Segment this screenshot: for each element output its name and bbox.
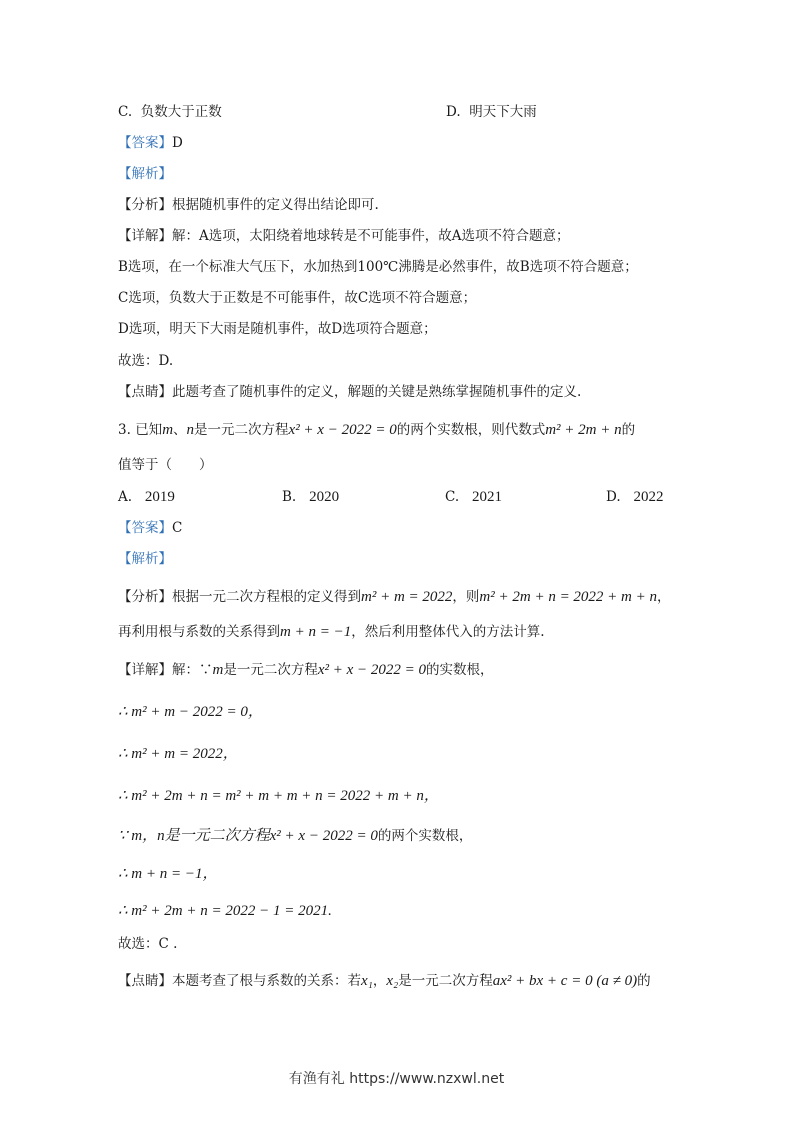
x2: x₂ bbox=[386, 973, 399, 989]
q2-xiangjie-line1 bbox=[118, 226, 683, 246]
footer-watermark: 有渔有礼 https://www.nzxwl.net bbox=[288, 1071, 505, 1087]
dianjing-text-b: 是一元二次方程 bbox=[398, 973, 493, 989]
q2-options-row bbox=[118, 102, 683, 122]
q2-dianjing bbox=[118, 382, 683, 402]
fenxi-text-e: ，然后利用整体代入的方法计算. bbox=[351, 624, 545, 640]
q3-step2: ∴ m² + m = 2022， bbox=[118, 746, 238, 762]
q3-option-b bbox=[282, 487, 339, 507]
q3-option-c bbox=[445, 487, 502, 507]
q3-number: 3. bbox=[118, 422, 131, 438]
var-n: n bbox=[186, 422, 195, 438]
q3-step4 bbox=[118, 826, 683, 846]
q2-xiangjie-line2: B选项，在一个标准大气压下，水加热到100℃沸腾是必然事件，故B选项不符合题意； bbox=[118, 259, 638, 275]
q3-sep: 、 bbox=[173, 422, 187, 438]
fenxi-text-c: ， bbox=[657, 589, 671, 605]
q2-analysis-heading bbox=[118, 164, 683, 184]
q3-options-row bbox=[118, 487, 683, 509]
option-value: 2022 bbox=[633, 489, 664, 505]
fenxi-tag: 【分析】 bbox=[118, 589, 172, 605]
q3-dianjing bbox=[118, 971, 683, 991]
q3-step3: ∴ m² + 2m + n = m² + m + m + n = 2022 + m + n， bbox=[118, 788, 439, 804]
option-c-text: 负数大于正数 bbox=[140, 104, 222, 120]
dianjing-eq: ax² + bx + c = 0 (a ≠ 0) bbox=[492, 973, 638, 989]
q3-conclusion: 故选：C . bbox=[118, 936, 178, 952]
fenxi-eq1: m² + m = 2022 bbox=[361, 589, 453, 605]
fenxi-tag: 【分析】 bbox=[118, 197, 172, 213]
option-value: 2020 bbox=[309, 489, 340, 505]
var-m: m bbox=[162, 422, 174, 438]
q3-stem-b: 是一元二次方程 bbox=[194, 422, 289, 438]
step4-c: 的两个实数根， bbox=[377, 828, 473, 844]
q2-xiangjie-line5: 故选：D. bbox=[118, 353, 174, 369]
fenxi-text: 根据随机事件的定义得出结论即可. bbox=[172, 197, 379, 213]
dianjing-tag: 【点睛】 bbox=[118, 973, 172, 989]
dianjing-text-c: 的 bbox=[637, 973, 651, 989]
option-c-label: C. bbox=[118, 104, 133, 120]
q2-fenxi bbox=[118, 195, 683, 215]
analysis-tag: 【解析】 bbox=[118, 166, 172, 182]
option-d bbox=[446, 102, 537, 122]
xiangjie-eq: x² + x − 2022 = 0 bbox=[317, 662, 427, 678]
step4-eq: x² + x − 2022 = 0 bbox=[269, 828, 378, 844]
option-value: 2019 bbox=[144, 489, 175, 505]
q2-xiangjie-line4: D选项，明天下大雨是随机事件，故D选项符合题意； bbox=[118, 321, 437, 337]
fenxi-text-b: ，则 bbox=[452, 589, 480, 605]
option-value: 2021 bbox=[472, 489, 503, 505]
dianjing-tag: 【点睛】 bbox=[118, 384, 172, 400]
option-label: D. bbox=[606, 489, 621, 505]
dianjing-text-a: 本题考查了根与系数的关系：若 bbox=[172, 973, 361, 989]
dianjing-sep: ， bbox=[372, 973, 387, 989]
fenxi-eq3: m + n = −1 bbox=[280, 624, 352, 640]
fenxi-text-d: 再利用根与系数的关系得到 bbox=[118, 624, 280, 640]
dianjing-text: 此题考查了随机事件的定义，解题的关键是熟练掌握随机事件的定义. bbox=[172, 384, 582, 400]
option-label: B. bbox=[282, 489, 297, 505]
var-m: m bbox=[212, 662, 224, 678]
q3-step1: ∴ m² + m − 2022 = 0， bbox=[118, 704, 263, 720]
q3-xiangjie-line1 bbox=[118, 660, 683, 680]
q3-equation: x² + x − 2022 = 0 bbox=[288, 422, 397, 438]
xiangjie-text: 解：A选项，太阳绕着地球转是不可能事件，故A选项不符合题意； bbox=[172, 228, 570, 244]
q3-stem-c: 的两个实数根，则代数式 bbox=[396, 422, 546, 438]
q3-step6: ∴ m² + 2m + n = 2022 − 1 = 2021. bbox=[118, 903, 332, 919]
step4-a: ∵ m，n是一元二次方程 bbox=[118, 828, 270, 844]
q3-fenxi-line2 bbox=[118, 622, 683, 642]
xiangjie-text-b: 是一元二次方程 bbox=[223, 662, 318, 678]
answer-value: D bbox=[172, 135, 183, 151]
q3-stem-line2: 值等于（ ） bbox=[118, 457, 213, 473]
q3-analysis-heading bbox=[118, 549, 683, 569]
q2-answer bbox=[118, 133, 683, 153]
q3-stem-a: 已知 bbox=[135, 422, 163, 438]
answer-tag: 【答案】 bbox=[118, 135, 172, 151]
q3-fenxi-line1 bbox=[118, 587, 683, 607]
xiangjie-tag: 【详解】 bbox=[118, 228, 172, 244]
fenxi-eq2: m² + 2m + n = 2022 + m + n bbox=[479, 589, 658, 605]
q3-expression: m² + 2m + n bbox=[545, 422, 622, 438]
x1: x₁ bbox=[361, 973, 373, 989]
answer-tag: 【答案】 bbox=[118, 520, 172, 536]
q2-xiangjie-line3: C选项，负数大于正数是不可能事件，故C选项不符合题意； bbox=[118, 290, 477, 306]
option-d-text: 明天下大雨 bbox=[469, 104, 537, 120]
option-label: A. bbox=[118, 489, 133, 505]
analysis-tag: 【解析】 bbox=[118, 551, 172, 567]
xiangjie-text-c: 的实数根， bbox=[426, 662, 494, 678]
answer-value: C bbox=[172, 520, 183, 536]
q3-step5: ∴ m + n = −1， bbox=[118, 866, 218, 882]
q3-stem-d: 的 bbox=[621, 422, 636, 438]
option-label: C. bbox=[445, 489, 460, 505]
q3-option-a bbox=[118, 487, 175, 507]
q3-answer bbox=[118, 518, 683, 538]
xiangjie-tag: 【详解】 bbox=[118, 662, 172, 678]
fenxi-text-a: 根据一元二次方程根的定义得到 bbox=[172, 589, 361, 605]
q3-option-d bbox=[606, 487, 664, 507]
q3-stem-line1 bbox=[118, 420, 683, 440]
xiangjie-text-a: 解：∵ bbox=[172, 662, 213, 678]
option-d-label: D. bbox=[446, 104, 461, 120]
